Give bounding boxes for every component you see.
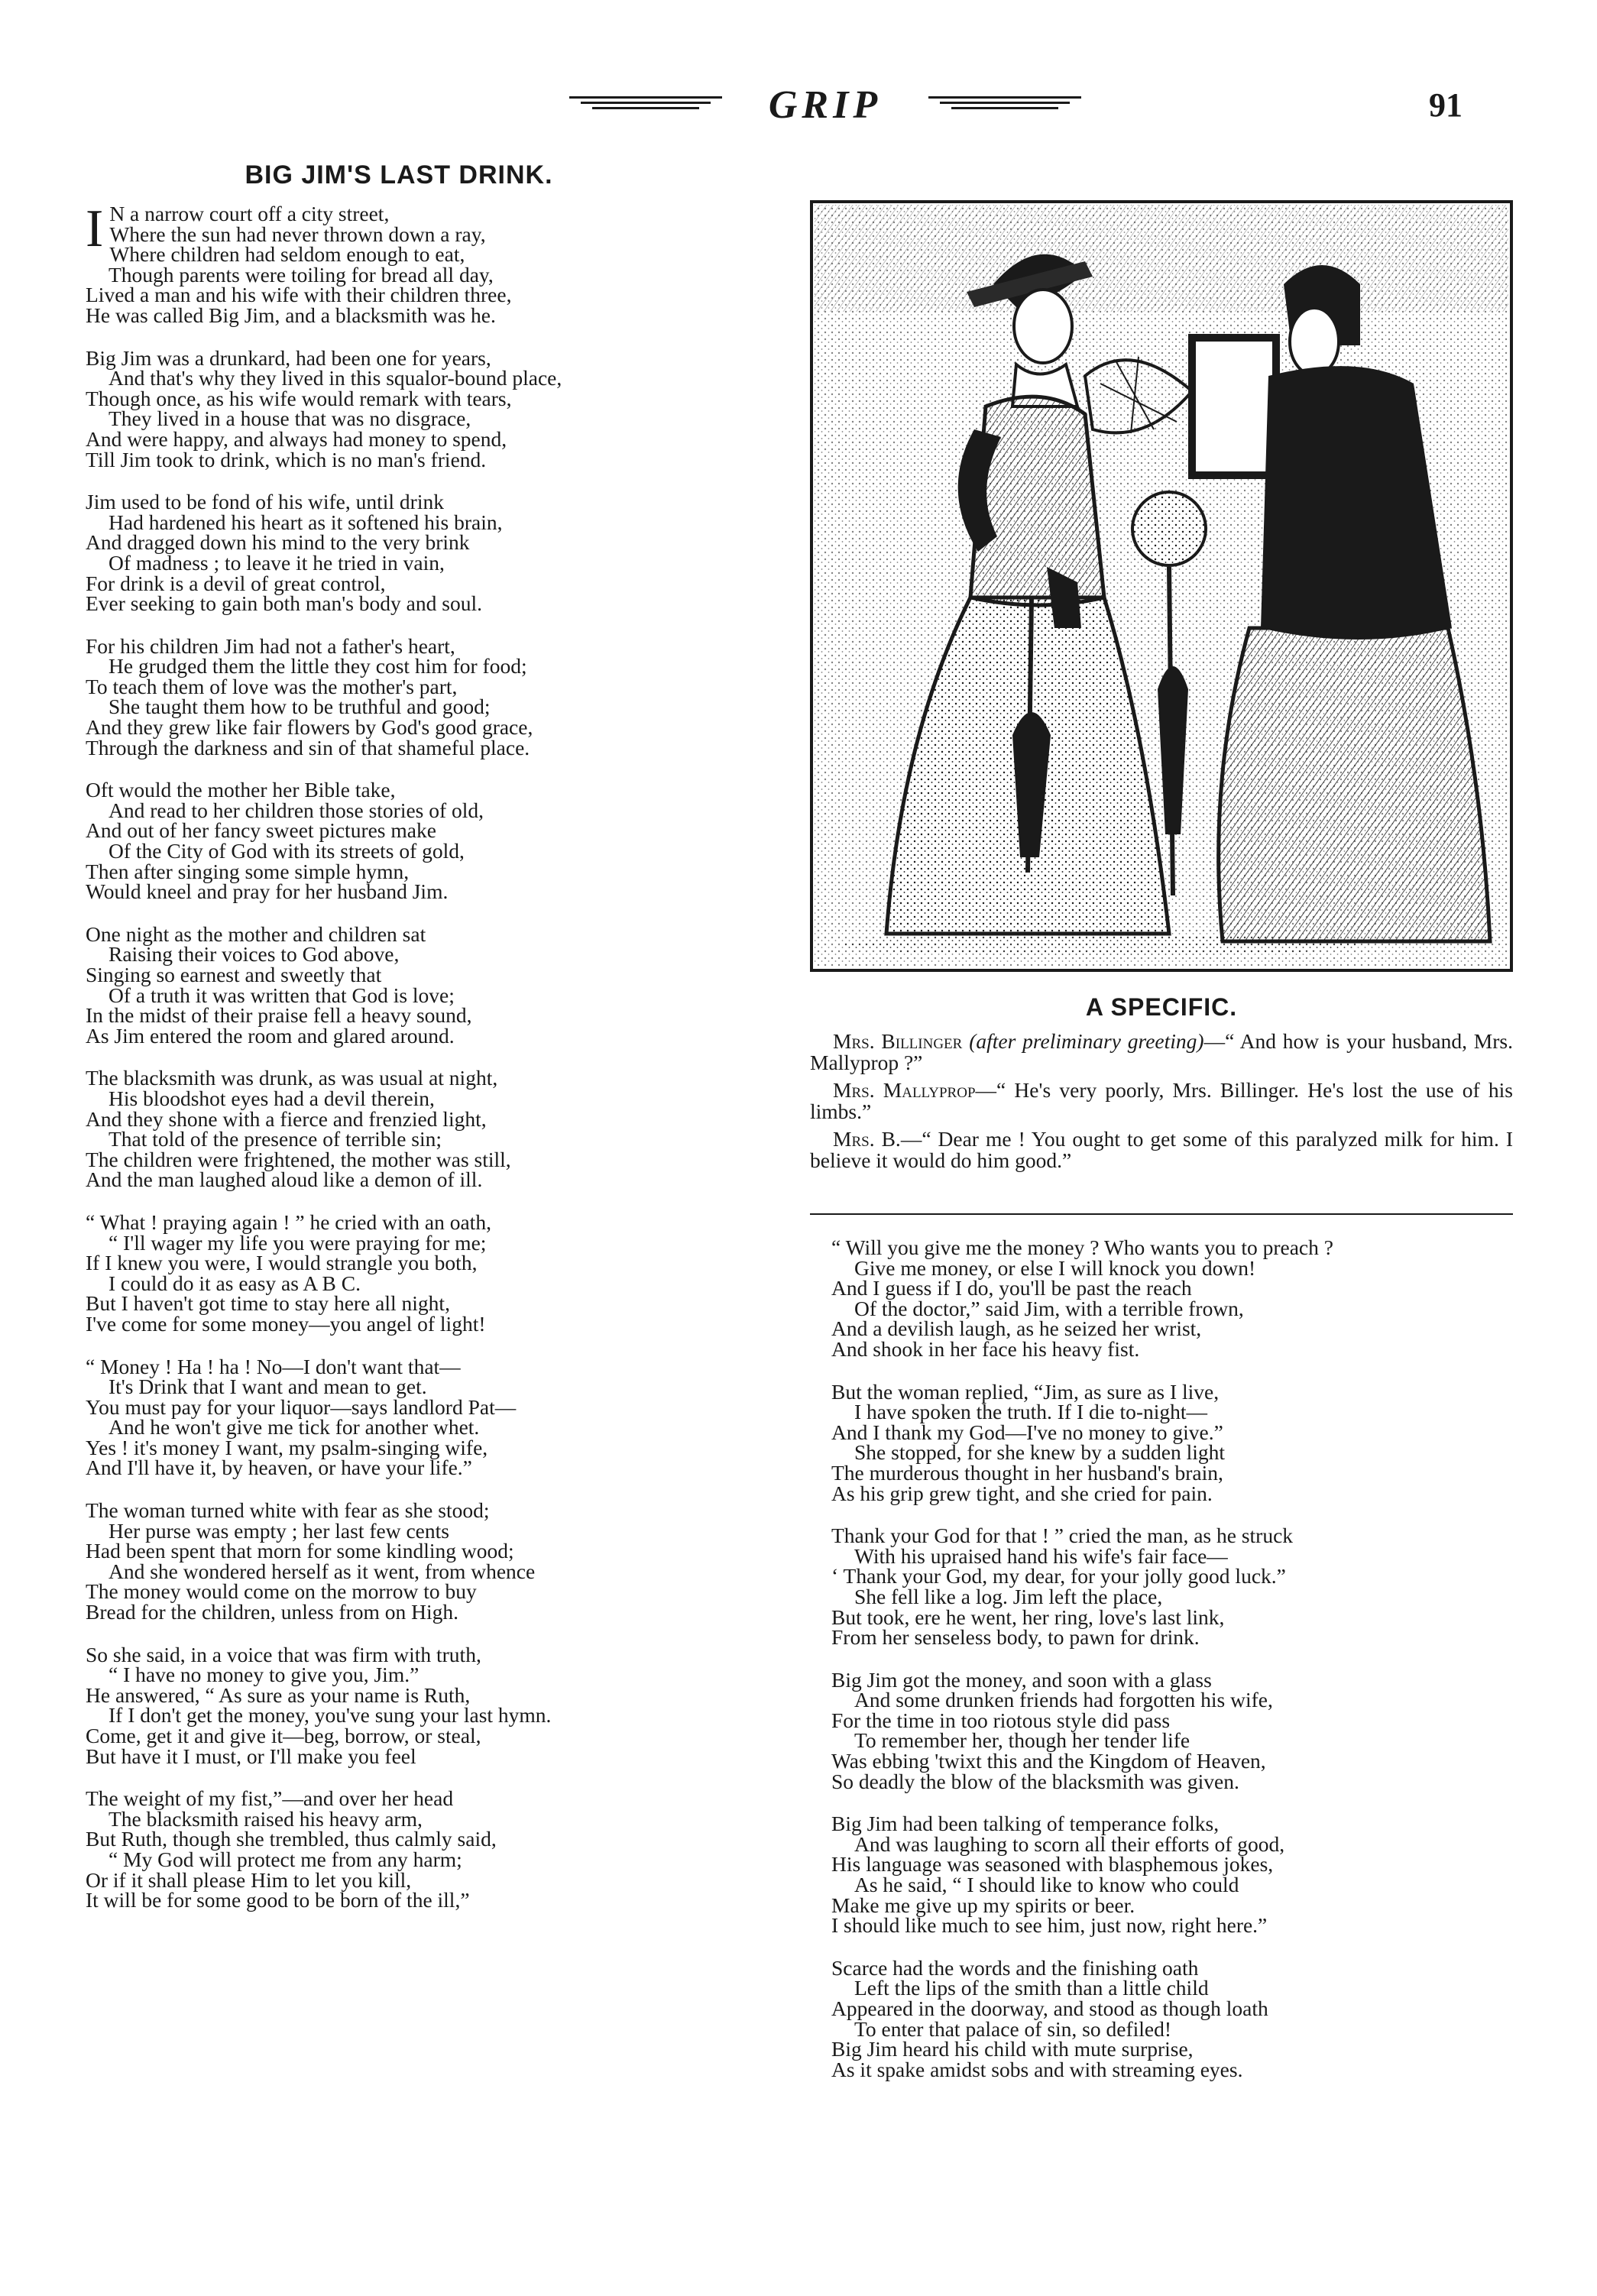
poem-line [831, 1814, 1511, 1835]
poem-stanza [86, 1210, 712, 1336]
poem-line-text: I have spoken the truth. If I die to-night— [854, 1400, 1208, 1424]
poem-line [831, 1420, 1511, 1444]
poem-line-text: The murderous thought in her husband's brain, [831, 1460, 1223, 1485]
speaker-name: Mrs. Mallyprop [833, 1078, 976, 1102]
poem-line-text: I should like much to see him, just now, right here.” [831, 1913, 1268, 1938]
poem-line [831, 1316, 1511, 1341]
poem-line-text: Oft would the mother her Bible take, [86, 778, 396, 802]
poem-line-text: And they grew like fair flowers by God's good grace, [86, 715, 533, 740]
poem-line [831, 1526, 1511, 1546]
poem-line-text: Where the sun had never thrown down a ray, [109, 222, 486, 246]
poem-line [86, 879, 712, 904]
column-divider-rule [810, 1213, 1513, 1215]
poem-line [86, 944, 712, 965]
publication-title: GRIP [768, 83, 883, 127]
poem-line [831, 1854, 1511, 1875]
poem-stanza [831, 1235, 1511, 1361]
poem-line [86, 1291, 712, 1316]
poem-line-text: Of the City of God with its streets of gold, [109, 839, 465, 863]
poem-line [86, 859, 712, 883]
poem-line [86, 1068, 712, 1089]
poem-line [86, 841, 712, 862]
page-number: 91 [1429, 86, 1463, 124]
poem-stanzas-right [831, 1235, 1511, 2081]
poem-line [86, 244, 712, 265]
poem-line-text: I could do it as easy as A B C. [109, 1271, 361, 1295]
poem-line-text: And I guess if I do, you'll be past the reach [831, 1276, 1192, 1300]
poem-line-text: She stopped, for she knew by a sudden light [854, 1440, 1225, 1465]
poem-line [86, 1354, 712, 1378]
joke-a-specific [810, 993, 1513, 1177]
poem-stanza [86, 199, 712, 327]
poem-line-text: And I thank my God—I've no money to give.” [831, 1420, 1223, 1444]
poem-line-text: N a narrow court off a city street, [109, 202, 390, 225]
masthead [0, 83, 1597, 128]
poem-line [86, 674, 712, 698]
poem-line [831, 1566, 1511, 1587]
poem-line-text: Appeared in the doorway, and stood as though loath [831, 1996, 1268, 2020]
poem-line-text: You must pay for your liquor—says landlord Pat— [86, 1394, 517, 1419]
joke-title: A SPECIFIC. [1085, 993, 1238, 1021]
poem-line [831, 1584, 1511, 1608]
poem-line [86, 1705, 712, 1726]
poem-line-text: But have it I must, or I'll make you feel [86, 1744, 416, 1768]
poem-line-text: And was laughing to scorn all their efforts of good, [854, 1831, 1285, 1856]
stage-direction: (after preliminary greeting) [969, 1029, 1204, 1053]
speaker-name: Mrs. B. [833, 1127, 901, 1151]
poem-line-text: The weight of my fist,”—and over her head [86, 1786, 454, 1811]
poem-line-text: Of madness ; to leave it he tried in vain, [109, 550, 445, 575]
poem-line [86, 1518, 712, 1543]
poem-line-text: And read to her children those stories of old, [109, 798, 484, 822]
poem-line-text: Give me money, or else I will knock you down! [854, 1255, 1256, 1280]
poem-line [86, 1210, 712, 1234]
poem-line [831, 1278, 1511, 1299]
poem-line [831, 2016, 1511, 2041]
poem-line [86, 717, 712, 738]
poem-line-text: And that's why they lived in this squalor-bound place, [109, 366, 562, 390]
poem-line [831, 1875, 1511, 1896]
poem-line-text: Of the doctor,” said Jim, with a terrible frown, [854, 1296, 1244, 1320]
poem-line [86, 1642, 712, 1666]
poem-line-text: But I haven't got time to stay here all night, [86, 1291, 450, 1316]
poem-line-text: So deadly the blow of the blacksmith was given. [831, 1769, 1239, 1793]
poem-line [831, 1769, 1511, 1793]
poem-line [86, 921, 712, 946]
poem-line [86, 1023, 712, 1048]
poem-line-text: Big Jim was a drunkard, had been one for years, [86, 345, 491, 370]
poem-line [86, 983, 712, 1007]
poem-line-text: Singing so earnest and sweetly that [86, 963, 382, 986]
poem-line-text: And a devilish laugh, as he seized her wrist, [831, 1316, 1202, 1341]
poem-column-right [831, 1235, 1511, 2102]
poem-line-text: Though parents were toiling for bread all day, [109, 262, 494, 287]
poem-line [86, 386, 712, 410]
poem-line-text: His bloodshot eyes had a devil therein, [109, 1086, 435, 1110]
poem-line-text: Jim used to be fond of his wife, until drink [86, 490, 444, 514]
poem-line [86, 222, 712, 246]
poem-stanza [86, 345, 712, 471]
poem-line-text: Had hardened his heart as it softened his brain, [109, 510, 503, 534]
poem-line [86, 1847, 712, 1871]
drop-cap: I [86, 199, 104, 258]
poem-line-text: Bread for the children, unless from on High. [86, 1600, 459, 1624]
poem-line [86, 798, 712, 822]
poem-line [86, 510, 712, 534]
poem-line [86, 1665, 712, 1686]
poem-line-text: As his grip grew tight, and she cried for pain. [831, 1481, 1213, 1505]
poem-line-text: The money would come on the morrow to buy [86, 1579, 477, 1604]
masthead-rule-left [569, 96, 722, 116]
poem-line-text: Come, get it and give it—beg, borrow, or steal, [86, 1724, 481, 1747]
poem-line-text: “ Will you give me the money ? Who wants you to preach ? [831, 1235, 1333, 1259]
poem-stanza [86, 1068, 712, 1190]
poem-line-text: Then after singing some simple hymn, [86, 859, 410, 883]
poem-line [831, 1893, 1511, 1917]
poem-line-text: And some drunken friends had forgotten his wife, [854, 1688, 1273, 1712]
joke-paragraph-1 [810, 1031, 1513, 1074]
poem-line-text: Where children had seldom enough to eat, [109, 242, 465, 267]
poem-line [86, 1435, 712, 1459]
joke-paragraph-2 [810, 1080, 1513, 1122]
poem-line [86, 1458, 712, 1478]
poem-line-text: I've come for some money—you angel of light! [86, 1311, 486, 1336]
poem-line-text: He was called Big Jim, and a blacksmith was he. [86, 303, 496, 327]
poem-line [86, 1890, 712, 1911]
poem-line-text: And dragged down his mind to the very brink [86, 530, 470, 555]
poem-line [831, 1690, 1511, 1711]
poem-stanza [86, 1642, 712, 1768]
poem-stanza [86, 492, 712, 614]
poem-stanza [86, 1786, 712, 1912]
poem-line [831, 1708, 1511, 1732]
speaker-name: Mrs. Billinger [833, 1029, 963, 1053]
poem-line-text: That told of the presence of terrible sin; [109, 1127, 442, 1151]
poem-line-text: With his upraised hand his wife's fair face— [854, 1543, 1228, 1568]
poem-line-text: Ever seeking to gain both man's body and soul. [86, 591, 482, 616]
poem-line-text: From her senseless body, to pawn for drink. [831, 1625, 1200, 1650]
poem-line [86, 1602, 712, 1623]
poem-line-text: ‘ Thank your God, my dear, for your jolly good luck.” [831, 1564, 1286, 1588]
poem-line [86, 550, 712, 575]
joke-paragraph-3 [810, 1129, 1513, 1171]
poem-line [831, 1751, 1511, 1772]
poem-line [86, 1417, 712, 1438]
poem-line-text: “ I have no money to give you, Jim.” [109, 1663, 419, 1687]
poem-line [831, 2039, 1511, 2060]
poem-line [86, 1867, 712, 1892]
poem-line-text: But Ruth, though she trembled, thus calmly said, [86, 1827, 497, 1851]
poem-line-text: She taught them how to be truthful and good; [109, 695, 491, 719]
poem-line-text: He answered, “ As sure as your name is Ruth, [86, 1682, 471, 1707]
poem-line [831, 1543, 1511, 1568]
poem-line-text: For the time in too riotous style did pass [831, 1708, 1171, 1732]
poem-line-text: To remember her, though her tender life [854, 1728, 1190, 1753]
poem-line [86, 492, 712, 513]
poem-line-text: Through the darkness and sin of that shameful place. [86, 735, 530, 759]
poem-line-text: Yes ! it's money I want, my psalm-singing wife, [86, 1435, 488, 1459]
poem-line-text: The children were frightened, the mother was still, [86, 1147, 511, 1171]
poem-line [831, 1978, 1511, 1999]
poem-line-text: Of a truth it was written that God is love; [109, 983, 455, 1007]
poem-title: BIG JIM'S LAST DRINK. [245, 160, 553, 189]
poem-line-text: The blacksmith raised his heavy arm, [109, 1806, 423, 1831]
poem-line-text: The blacksmith was drunk, as was usual at night, [86, 1066, 498, 1090]
poem-line [831, 1667, 1511, 1692]
poem-line-text: To enter that palace of sin, so defiled! [854, 2016, 1171, 2041]
poem-line-text: For his children Jim had not a father's heart, [86, 633, 455, 658]
poem-line-text: To teach them of love was the mother's part, [86, 674, 458, 698]
poem-line [831, 1728, 1511, 1753]
poem-line [86, 1311, 712, 1336]
poem-line-text: “ Money ! Ha ! ha ! No—I don't want that— [86, 1354, 461, 1378]
poem-line-text: Her purse was empty ; her last few cents [109, 1518, 449, 1543]
poem-line-text: Make me give up my spirits or beer. [831, 1893, 1135, 1917]
poem-stanza [86, 1498, 712, 1624]
poem-line-text: Till Jim took to drink, which is no man's friend. [86, 447, 487, 471]
poem-line-text: Though once, as his wife would remark with tears, [86, 386, 512, 410]
poem-line-text: As Jim entered the room and glared around. [86, 1023, 455, 1048]
poem-line-text: Big Jim got the money, and soon with a glass [831, 1667, 1212, 1692]
poem-line [831, 1831, 1511, 1856]
poem-line [831, 1481, 1511, 1505]
poem-line [831, 1296, 1511, 1320]
poem-line [86, 303, 712, 327]
poem-line [86, 1559, 712, 1583]
poem-line [831, 1336, 1511, 1361]
poem-line-text: Raising their voices to God above, [109, 942, 400, 967]
poem-line [831, 1996, 1511, 2020]
dialogue: —“ Dear me ! You ought to get some of this paralyzed milk for him. I believe it would do him good.” [810, 1127, 1513, 1172]
poem-line-text: And she wondered herself as it went, from whence [109, 1559, 536, 1583]
poem-line-text: And were happy, and always had money to spend, [86, 426, 507, 451]
poem-line [86, 965, 712, 986]
poem-line [86, 426, 712, 451]
poem-line-text: Lived a man and his wife with their children three, [86, 283, 512, 307]
poem-line [86, 406, 712, 431]
poem-line-text: And I'll have it, by heaven, or have your life.” [86, 1456, 472, 1480]
cartoon-illustration [810, 200, 1513, 972]
poem-line [831, 1402, 1511, 1423]
poem-line-text: Or if it shall please Him to let you kill, [86, 1867, 412, 1892]
poem-line [86, 1086, 712, 1110]
poem-line [86, 1786, 712, 1811]
poem-line [86, 345, 712, 370]
poem-stanza [831, 1814, 1511, 1936]
poem-stanza [86, 633, 712, 759]
poem-line [86, 1394, 712, 1419]
poem-line [831, 2057, 1511, 2081]
poem-line-text: And he won't give me tick for another whet. [109, 1415, 480, 1439]
poem-line [831, 1255, 1511, 1280]
two-women-with-umbrellas-drawing [810, 200, 1513, 972]
poem-line [86, 285, 712, 306]
poem-line [86, 1377, 712, 1397]
poem-line [86, 633, 712, 658]
poem-line [831, 1915, 1511, 1936]
poem-line [86, 1167, 712, 1192]
poem-line [86, 735, 712, 759]
poem-line [86, 1253, 712, 1274]
poem-line [86, 1806, 712, 1831]
poem-line [831, 1460, 1511, 1485]
poem-line [86, 1271, 712, 1295]
poem-line-text: In the midst of their praise fell a heavy sound, [86, 1003, 472, 1028]
poem-line-text: If I don't get the money, you've sung your last hymn. [109, 1703, 552, 1728]
poem-line [831, 1955, 1511, 1980]
poem-line [86, 368, 712, 389]
poem-line [86, 1579, 712, 1604]
poem-line [86, 1744, 712, 1768]
poem-line [86, 1106, 712, 1131]
dialogue: —“ He's very poorly, Mrs. Billinger. He's lost the use of his limbs.” [810, 1078, 1513, 1123]
poem-line [86, 697, 712, 717]
poem-line [86, 262, 712, 287]
poem-line-text: She fell like a log. Jim left the place, [854, 1584, 1163, 1608]
poem-line-text: The woman turned white with fear as she stood; [86, 1498, 490, 1523]
poem-stanza [831, 1379, 1511, 1505]
poem-line [86, 1147, 712, 1171]
poem-line-text: They lived in a house that was no disgrace, [109, 406, 471, 431]
poem-line-text: Left the lips of the smith than a little child [854, 1976, 1209, 2000]
poem-line-text: Scarce had the words and the finishing oath [831, 1955, 1199, 1980]
poem-line [86, 1230, 712, 1255]
poem-stanza [831, 1526, 1511, 1648]
poem-line-text: And out of her fancy sweet pictures make [86, 818, 436, 843]
poem-line-text: It's Drink that I want and mean to get. [109, 1375, 427, 1399]
poem-stanza [86, 780, 712, 902]
poem-line [831, 1379, 1511, 1404]
poem-column-left [86, 160, 712, 1933]
poem-line [831, 1605, 1511, 1629]
dialogue: —“ And how is your husband, Mrs. Mallyprop ?” [810, 1029, 1513, 1074]
poem-line-text: So she said, in a voice that was firm with truth, [86, 1642, 481, 1666]
masthead-rule-right [928, 96, 1081, 116]
poem-line-text: But took, ere he went, her ring, love's last link, [831, 1605, 1225, 1629]
poem-stanza [831, 1667, 1511, 1793]
poem-line [831, 1440, 1511, 1465]
poem-line-text: Would kneel and pray for her husband Jim. [86, 879, 449, 904]
poem-line [86, 1541, 712, 1562]
poem-line-text: “ What ! praying again ! ” he cried with an oath, [86, 1210, 491, 1234]
poem-line-text: Thank your God for that ! ” cried the man, as he struck [831, 1524, 1294, 1548]
poem-line [831, 1627, 1511, 1648]
poem-stanzas-left [86, 199, 712, 1912]
poem-line-text: “ My God will protect me from any harm; [109, 1847, 462, 1871]
poem-line-text: Had been spent that morn for some kindling wood; [86, 1539, 514, 1563]
poem-line-text: If I knew you were, I would strangle you both, [86, 1251, 478, 1275]
poem-line-text: For drink is a devil of great control, [86, 571, 386, 595]
poem-line [86, 1498, 712, 1523]
poem-line [86, 1829, 712, 1850]
poem-line [831, 1235, 1511, 1259]
poem-line-text: His language was seasoned with blasphemous jokes, [831, 1852, 1274, 1877]
poem-line-text: “ I'll wager my life you were praying for me; [109, 1230, 487, 1255]
poem-stanza [86, 1354, 712, 1480]
poem-line-text: Big Jim had been talking of temperance folks, [831, 1812, 1220, 1836]
poem-line-text: One night as the mother and children sat [86, 921, 426, 946]
poem-line-text: As he said, “ I should like to know who could [854, 1873, 1239, 1897]
poem-line [86, 1003, 712, 1028]
poem-line-text: Was ebbing 'twixt this and the Kingdom of Heaven, [831, 1749, 1266, 1773]
poem-line-text: And the man laughed aloud like a demon of ill. [86, 1167, 483, 1192]
poem-line [86, 571, 712, 595]
poem-line [86, 447, 712, 471]
poem-line-text: And shook in her face his heavy fist. [831, 1336, 1140, 1361]
poem-line-text: It will be for some good to be born of the ill,” [86, 1888, 470, 1912]
poem-line [86, 656, 712, 677]
poem-line [86, 530, 712, 555]
poem-line-text: And they shone with a fierce and frenzied light, [86, 1106, 487, 1131]
poem-stanza [86, 921, 712, 1048]
poem-stanza [831, 1955, 1511, 2081]
poem-line [86, 780, 712, 801]
poem-line-text: Big Jim heard his child with mute surprise, [831, 2037, 1194, 2061]
poem-line [86, 1726, 712, 1747]
poem-line [86, 1682, 712, 1707]
poem-line [86, 591, 712, 616]
poem-line [86, 818, 712, 843]
poem-line-text: He grudged them the little they cost him for food; [109, 654, 527, 678]
poem-line-text: But the woman replied, “Jim, as sure as I live, [831, 1379, 1220, 1404]
poem-line-text: As it spake amidst sobs and with streaming eyes. [831, 2057, 1243, 2081]
poem-line [86, 1129, 712, 1150]
